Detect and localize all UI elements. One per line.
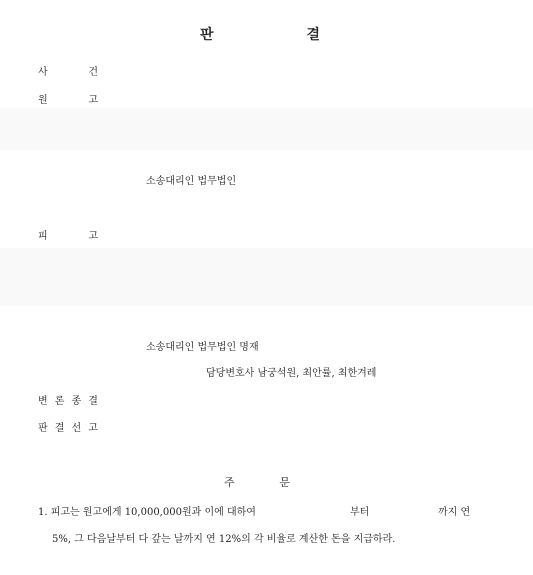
redacted-band (0, 108, 533, 150)
closing-label: 변 론 종 결 (38, 396, 98, 407)
order-heading: 주 문 (224, 476, 290, 489)
case-label: 사 건 (38, 67, 98, 78)
plaintiff-agent: 소송대리인 법무법인 (146, 176, 237, 187)
defendant-agent: 소송대리인 법무법인 명재 (146, 342, 259, 353)
redacted-band (0, 248, 533, 306)
defendant-lawyers: 담당변호사 남궁석원, 최안률, 최한겨레 (206, 368, 377, 379)
sentence-label: 판 결 선 고 (38, 423, 98, 434)
document-title (200, 24, 320, 44)
defendant-label: 피 고 (38, 231, 98, 242)
title-char: 판 (200, 27, 214, 43)
order-item-1-line-1a: 1. 피고는 원고에게 10,000,000원과 이에 대하여 (38, 507, 256, 518)
plaintiff-label: 원 고 (38, 95, 98, 106)
order-item-1-line-1c: 까지 연 (438, 507, 471, 518)
title-char: 결 (306, 27, 320, 43)
order-item-1-line-2: 5%, 그 다음날부터 다 갚는 날까지 연 12%의 각 비율로 계산한 돈을 지급하라. (52, 534, 396, 545)
order-item-1-line-1b: 부터 (350, 507, 370, 518)
